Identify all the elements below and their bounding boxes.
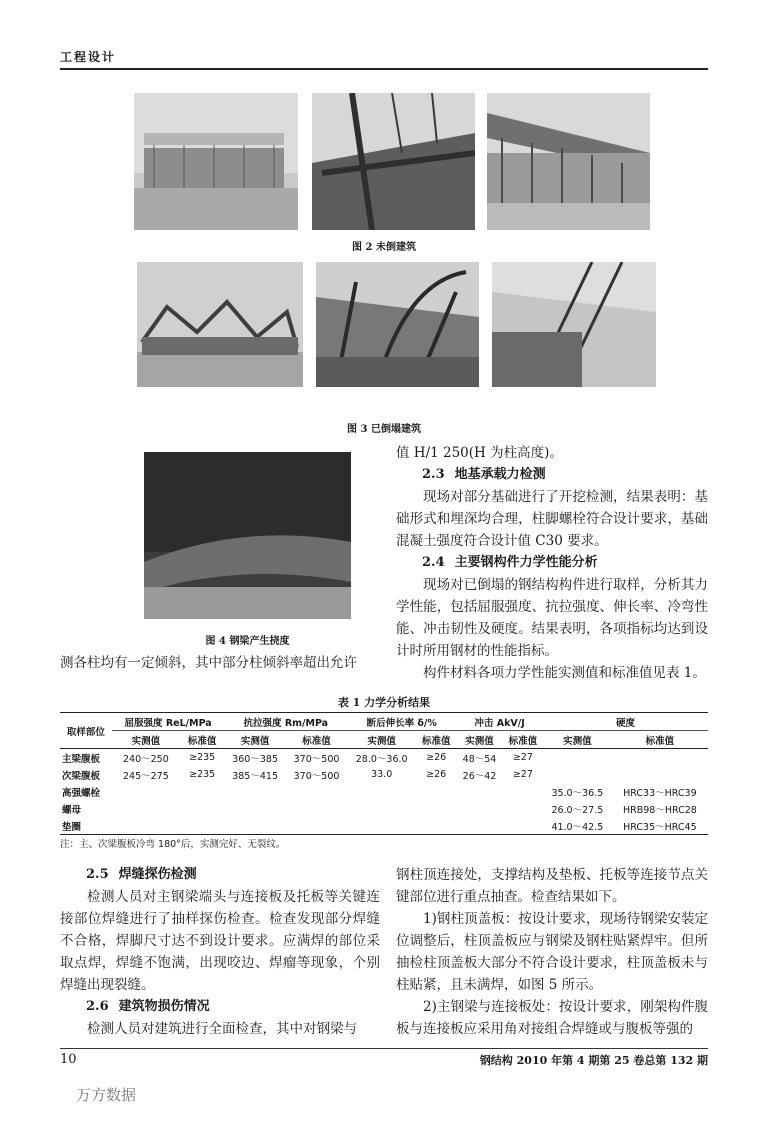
sub-measured: 实测值 [224,731,285,749]
continuation-line: 值 H/1 250(H 为柱高度)。 [396,445,563,461]
sub-measured: 实测值 [347,731,416,749]
bottom-right-item-1: 1)钢柱顶盖板：按设计要求，现场待钢梁安装定位调整后，柱顶盖板应与钢梁及钢柱贴紧焊牢。但所抽检柱顶盖板大部分不符合设计要求，柱顶盖板未与柱贴紧，且未满焊，如图 5 所示。 [396,911,708,993]
figure3-photo-3 [492,262,656,387]
running-header: 工程设计 [60,50,117,64]
figure3-photo-2 [316,262,479,387]
section-2-6-paragraph: 检测人员对建筑进行全面检查，其中对钢梁与 [87,1021,357,1037]
footer-rule [60,1048,708,1049]
figure4-caption: 图 4 钢梁产生挠度 [205,636,290,647]
sub-standard: 标准值 [416,731,456,749]
section-heading-2-5: 2.5 焊缝探伤检测 [86,867,197,882]
page-number: 10 [60,1052,77,1067]
table-title: 表 1 力学分析结果 [337,696,431,709]
header-rule [60,68,708,70]
sub-measured: 实测值 [112,731,180,749]
table-row: 高强螺栓 35.0～36.5 HRC33～HRC39 [62,787,697,799]
sub-measured: 实测值 [456,731,503,749]
bottom-right-column [396,864,708,1040]
sub-standard: 标准值 [612,731,708,749]
section-2-3-paragraph: 现场对部分基础进行了开挖检测，结果表明：基础形式和埋深均合理，柱脚螺栓符合设计要求，基础混凝土强度符合设计值 C30 要求。 [396,489,708,549]
bottom-right-item-2: 2)主钢梁与连接板处：按设计要求，刚架构件腹板与连接板应采用角对接组合焊缝或与腹板等强的 [396,999,708,1037]
col-group-impact: 冲击 AkV/J [456,713,543,731]
table-row: 螺母 26.0～27.5 HRB98～HRC28 [62,804,697,816]
left-column-paragraph: 测各柱均有一定倾斜，其中部分柱倾斜率超出允许 [60,655,357,671]
figure4-photo [144,452,351,619]
figure2-photo-1 [134,93,298,230]
figure2-photo-2 [312,93,475,230]
mechanics-table [60,712,708,835]
col-group-tensile: 抗拉强度 Rm/MPa [224,713,347,731]
table-note: 注：主、次梁腹板冷弯 180°后，实测完好、无裂纹。 [60,839,286,850]
figure3-caption: 图 3 已倒塌建筑 [347,424,421,435]
right-column-text [396,442,708,684]
section-2-4-paragraph-2: 构件材料各项力学性能实测值和标准值见表 1。 [423,665,706,681]
section-2-4-paragraph: 现场对已倒塌的钢结构构件进行取样，分析其力学性能，包括屈服强度、抗拉强度、伸长率、冷弯性能、冲击韧性及硬度。结果表明，各项指标均达到设计时所用钢材的性能指标。 [396,577,708,659]
sub-standard: 标准值 [286,731,347,749]
col-group-hardness: 硬度 [543,713,708,731]
section-heading-2-4: 2.4 主要钢构件力学性能分析 [422,555,598,570]
section-heading-2-3: 2.3 地基承载力检测 [422,467,546,482]
figure3-photo-1 [137,262,303,387]
col-group-yield: 屈服强度 ReL/MPa [112,713,225,731]
col-group-elongation: 断后伸长率 δ/% [347,713,456,731]
figure2-caption: 图 2 未倒建筑 [352,242,416,253]
table-row: 主梁腹板 240～250 ≥235 360～385 370～500 28.0～36.0 ≥26 48～54 ≥27 [62,752,533,765]
sub-standard: 标准值 [503,731,543,749]
table-row-header: 取样部位 [60,713,112,749]
figure2-photo-3 [487,93,650,230]
section-2-5-paragraph: 检测人员对主钢梁端头与连接板及托板等关键连接部位焊缝进行了抽样探伤检查。检查发现部分焊缝不合格，焊脚尺寸达不到设计要求。应满焊的部位采取点焊，焊缝不饱满，出现咬边、焊瘤等现象，个别焊缝出现裂缝。 [60,889,380,993]
table-row: 垫圈 41.0～42.5 HRC35～HRC45 [60,817,708,835]
journal-info: 钢结构 2010 年第 4 期第 25 卷总第 132 期 [479,1054,708,1067]
table-row: 次梁腹板 245～275 ≥235 385～415 370～500 33.0 ≥26 26～42 ≥27 [62,769,533,782]
bottom-right-lead: 钢柱顶连接处，支撑结构及垫板、托板等连接节点关键部位进行重点抽查。检查结果如下。 [396,867,708,905]
left-column-text [60,652,384,674]
sub-measured: 实测值 [543,731,612,749]
watermark: 万方数据 [76,1086,137,1104]
section-heading-2-6: 2.6 建筑物损伤情况 [86,999,210,1014]
sub-standard: 标准值 [180,731,224,749]
bottom-left-column [60,864,380,1040]
